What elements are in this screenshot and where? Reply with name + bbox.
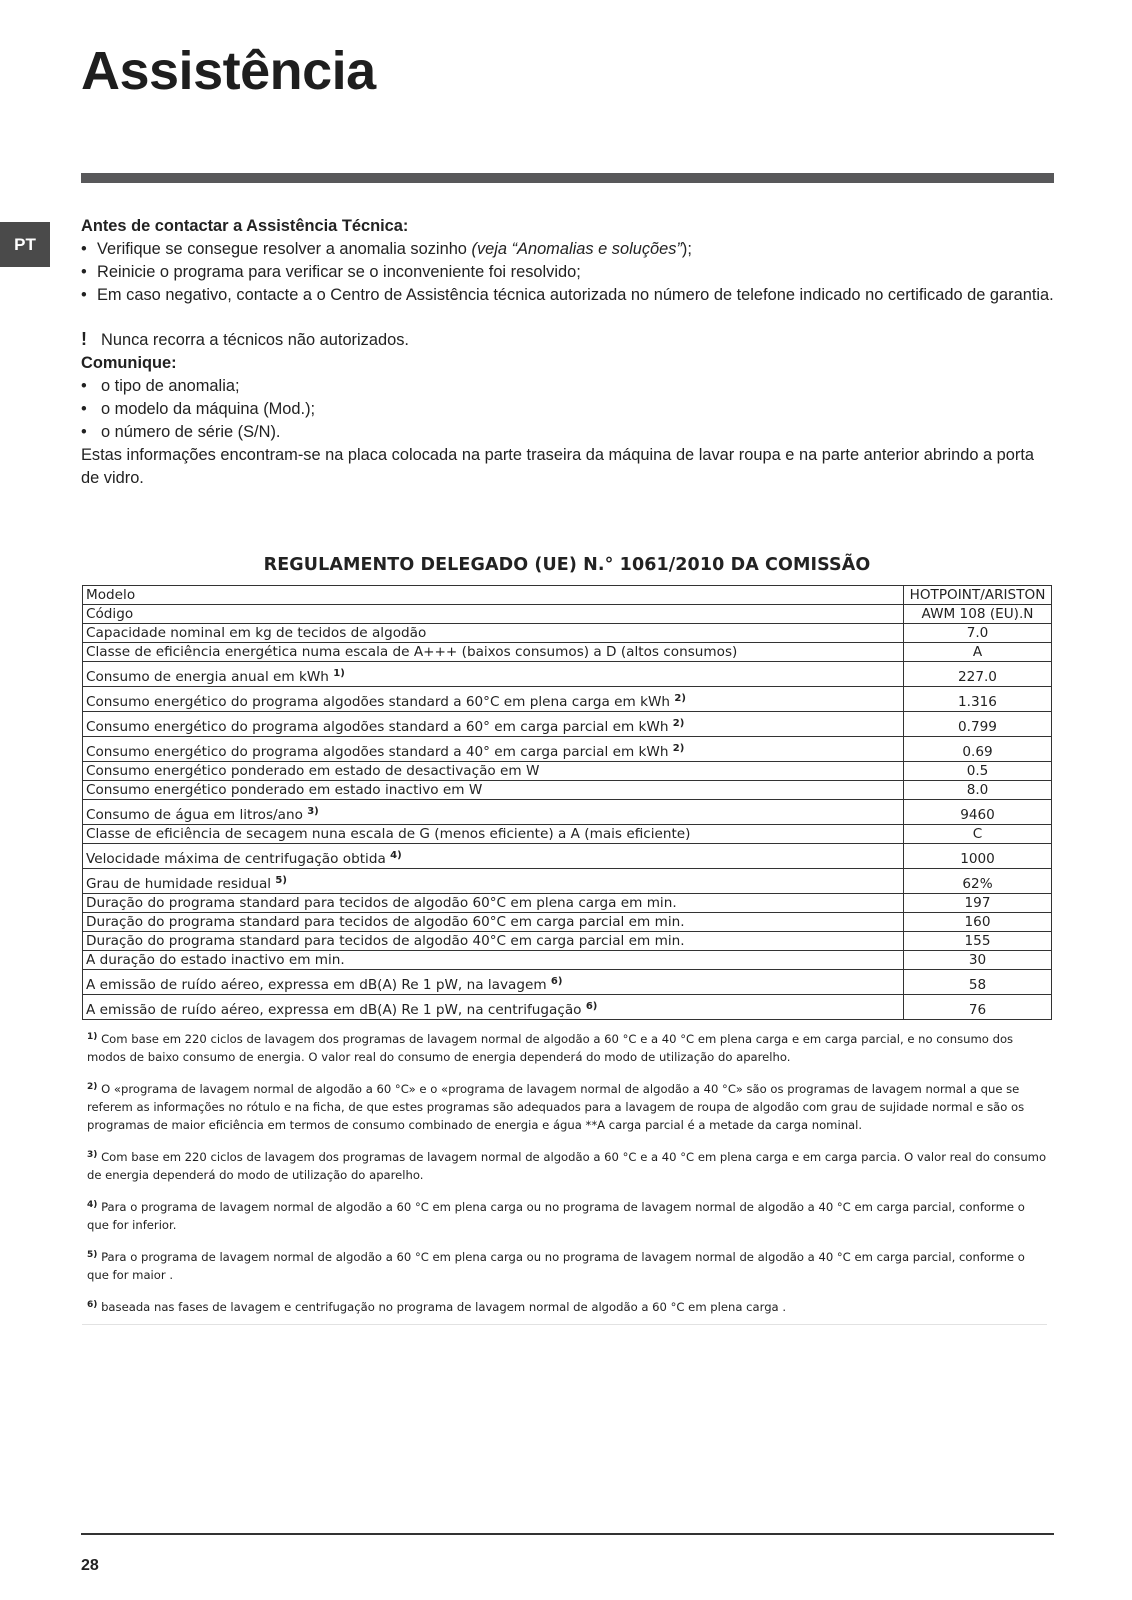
warning-text: Nunca recorra a técnicos não autorizados.	[101, 331, 409, 349]
bullet-icon: •	[81, 240, 87, 258]
footnote-ref: 2)	[672, 743, 685, 754]
footnotes	[82, 1030, 1047, 1316]
info-text: Estas informações encontram-se na placa colocada na parte traseira da máquina de lavar roupa e na parte anterior abrindo a porta de vidro.	[81, 446, 1035, 487]
table-row	[83, 970, 1052, 995]
table-row	[83, 825, 1052, 844]
spec-label: Consumo de água em litros/ano $^{3)}$	[83, 800, 904, 825]
spec-value: 0.799	[904, 712, 1052, 737]
spec-label: Duração do programa standard para tecidos de algodão 60°C em carga parcial em min.	[83, 913, 904, 932]
footnote-ref: 1)	[333, 668, 345, 679]
footnote-ref: 4)	[390, 850, 402, 861]
list-item: • o modelo da máquina (Mod.);	[81, 398, 1056, 421]
exclamation-icon: !	[81, 329, 87, 349]
spec-value: 0.69	[904, 737, 1052, 762]
footer-divider	[81, 1533, 1054, 1535]
footnote: $^{1)}$ Com base em 220 ciclos de lavagem dos programas de lavagem normal de algodão a 60 °C e a 40 °C em plena carga e em carga parcial, e no consumo dos modos de baixo consumo de energia. O valor real do consumo de energia dependerá do modo de utilização do aparelho.	[87, 1032, 1014, 1064]
table-row	[83, 687, 1052, 712]
spec-label: A emissão de ruído aéreo, expressa em dB(A) Re 1 pW, na lavagem $^{6)}$	[83, 970, 904, 995]
list-item: • o tipo de anomalia;	[81, 375, 1056, 398]
footnote: $^{2)}$ O «programa de lavagem normal de algodão a 60 °C» e o «programa de lavagem normal de algodão a 40 °C» são os programas de lavagem normal a que se referem as informações no rótulo e na ficha, de que estes programas são adequados para a lavagem de roupa de algodão com grau de sujidade normal e são os programas de maior eficiência em termos de consumo combinado de energia e água **A carga parcial é a metade da carga nominal.	[87, 1082, 1025, 1132]
header-divider	[81, 173, 1054, 183]
spec-value: 30	[904, 951, 1052, 970]
footnote: $^{6)}$ baseada nas fases de lavagem e centrifugação no programa de lavagem normal de algodão a 60 °C em plena carga .	[87, 1300, 787, 1314]
footnote: $^{3)}$ Com base em 220 ciclos de lavagem dos programas de lavagem normal de algodão a 60 °C e a 40 °C em plena carga e em carga parcia. O valor real do consumo de energia dependerá do modo de utilização do aparelho.	[87, 1150, 1047, 1182]
spec-label: Consumo energético do programa algodões standard a 40° em carga parcial em kWh $^{2)}$	[83, 737, 904, 762]
spec-value: 76	[904, 995, 1052, 1020]
footnote-ref: 5)	[275, 875, 287, 886]
specification-table	[82, 585, 1052, 1020]
regulation-title: REGULAMENTO DELEGADO (UE) N.° 1061/2010 DA COMISSÃO	[263, 555, 871, 575]
spec-label: Grau de humidade residual $^{5)}$	[83, 869, 904, 894]
table-row	[83, 913, 1052, 932]
page-number: 28	[81, 1557, 99, 1574]
page-title: Assistência	[81, 41, 376, 101]
table-row	[83, 932, 1052, 951]
spec-label: A duração do estado inactivo em min.	[83, 951, 904, 970]
spec-label: Consumo energético ponderado em estado inactivo em W	[83, 781, 904, 800]
spec-value: AWM 108 (EU).N	[904, 605, 1052, 624]
footnotes-divider	[82, 1324, 1047, 1325]
table-row	[83, 951, 1052, 970]
communicate-heading: Comunique:	[81, 354, 177, 372]
list-item: • Em caso negativo, contacte a o Centro de Assistência técnica autorizada no número de telefone indicado no certificado de garantia.	[81, 284, 1056, 307]
spec-label: Duração do programa standard para tecidos de algodão 60°C em plena carga em min.	[83, 894, 904, 913]
spec-value: 62%	[904, 869, 1052, 894]
warning-note	[81, 329, 1056, 352]
spec-value: 227.0	[904, 662, 1052, 687]
list-item: • o número de série (S/N).	[81, 421, 1056, 444]
bullet-icon: •	[81, 377, 87, 395]
bullet-icon: •	[81, 286, 87, 304]
footnote-mark: 3)	[87, 1150, 98, 1160]
footnote: $^{5)}$ Para o programa de lavagem normal de algodão a 60 °C em plena carga ou no programa de lavagem normal de algodão a 40 °C em carga parcial, conforme o que for maior .	[87, 1250, 1025, 1282]
table-row	[83, 869, 1052, 894]
footnote-ref: 6)	[550, 976, 563, 987]
spec-value: 1000	[904, 844, 1052, 869]
before-contact-heading: Antes de contactar a Assistência Técnica:	[81, 217, 409, 235]
spec-label: Código	[83, 605, 904, 624]
table-row	[83, 605, 1052, 624]
table-row	[83, 662, 1052, 687]
spec-value: C	[904, 825, 1052, 844]
footnote-ref: 3)	[307, 806, 319, 817]
bullet-icon: •	[81, 400, 87, 418]
footnote-mark: 1)	[87, 1032, 98, 1042]
spec-value: 58	[904, 970, 1052, 995]
footnote-mark: 5)	[87, 1250, 98, 1260]
table-row	[83, 800, 1052, 825]
spec-label: A emissão de ruído aéreo, expressa em dB(A) Re 1 pW, na centrifugação $^{6)}$	[83, 995, 904, 1020]
regulation-section	[82, 555, 1052, 1325]
footnote-mark: 2)	[87, 1082, 98, 1092]
spec-value: 8.0	[904, 781, 1052, 800]
spec-value: 197	[904, 894, 1052, 913]
spec-value: 0.5	[904, 762, 1052, 781]
spec-label: Consumo de energia anual em kWh $^{1)}$	[83, 662, 904, 687]
table-row	[83, 712, 1052, 737]
spec-value: A	[904, 643, 1052, 662]
spec-value: 1.316	[904, 687, 1052, 712]
spec-label: Consumo energético do programa algodões standard a 60°C em plena carga em kWh $^{2)}$	[83, 687, 904, 712]
list-item: • Verifique se consegue resolver a anomalia sozinho (veja “Anomalias e soluções”);	[81, 238, 1056, 261]
spec-label: Modelo	[83, 586, 904, 605]
footnote-mark: 6)	[87, 1300, 98, 1310]
spec-label: Classe de eficiência de secagem nuna escala de G (menos eficiente) a A (mais eficiente)	[83, 825, 904, 844]
spec-value: HOTPOINT/ARISTON	[904, 586, 1052, 605]
spec-label: Velocidade máxima de centrifugação obtida $^{4)}$	[83, 844, 904, 869]
spec-label: Capacidade nominal em kg de tecidos de algodão	[83, 624, 904, 643]
spec-label: Consumo energético ponderado em estado de desactivação em W	[83, 762, 904, 781]
bullet-icon: •	[81, 423, 87, 441]
spec-value: 160	[904, 913, 1052, 932]
spec-label: Classe de eficiência energética numa escala de A+++ (baixos consumos) a D (altos consumos)	[83, 643, 904, 662]
spec-label: Consumo energético do programa algodões standard a 60° em carga parcial em kWh $^{2)}$	[83, 712, 904, 737]
before-contact-list	[81, 238, 1056, 307]
spec-value: 7.0	[904, 624, 1052, 643]
table-row	[83, 894, 1052, 913]
table-row	[83, 844, 1052, 869]
footnote-ref: 2)	[672, 718, 685, 729]
list-item: • Reinicie o programa para verificar se o inconveniente foi resolvido;	[81, 261, 1056, 284]
spec-label: Duração do programa standard para tecidos de algodão 40°C em carga parcial em min.	[83, 932, 904, 951]
table-row	[83, 643, 1052, 662]
footnote-mark: 4)	[87, 1200, 98, 1210]
bullet-icon: •	[81, 263, 87, 281]
language-tab: PT	[0, 222, 50, 267]
table-row	[83, 762, 1052, 781]
communicate-list	[81, 375, 1056, 444]
assistance-instructions	[81, 215, 1056, 490]
table-row	[83, 586, 1052, 605]
table-row	[83, 781, 1052, 800]
footnote-ref: 2)	[674, 693, 686, 704]
spec-value: 9460	[904, 800, 1052, 825]
table-row	[83, 995, 1052, 1020]
footnote-ref: 6)	[585, 1001, 598, 1012]
table-row	[83, 624, 1052, 643]
spec-value: 155	[904, 932, 1052, 951]
table-row	[83, 737, 1052, 762]
footnote: $^{4)}$ Para o programa de lavagem normal de algodão a 60 °C em plena carga ou no programa de lavagem normal de algodão a 40 °C em carga parcial, conforme o que for inferior.	[87, 1200, 1025, 1232]
